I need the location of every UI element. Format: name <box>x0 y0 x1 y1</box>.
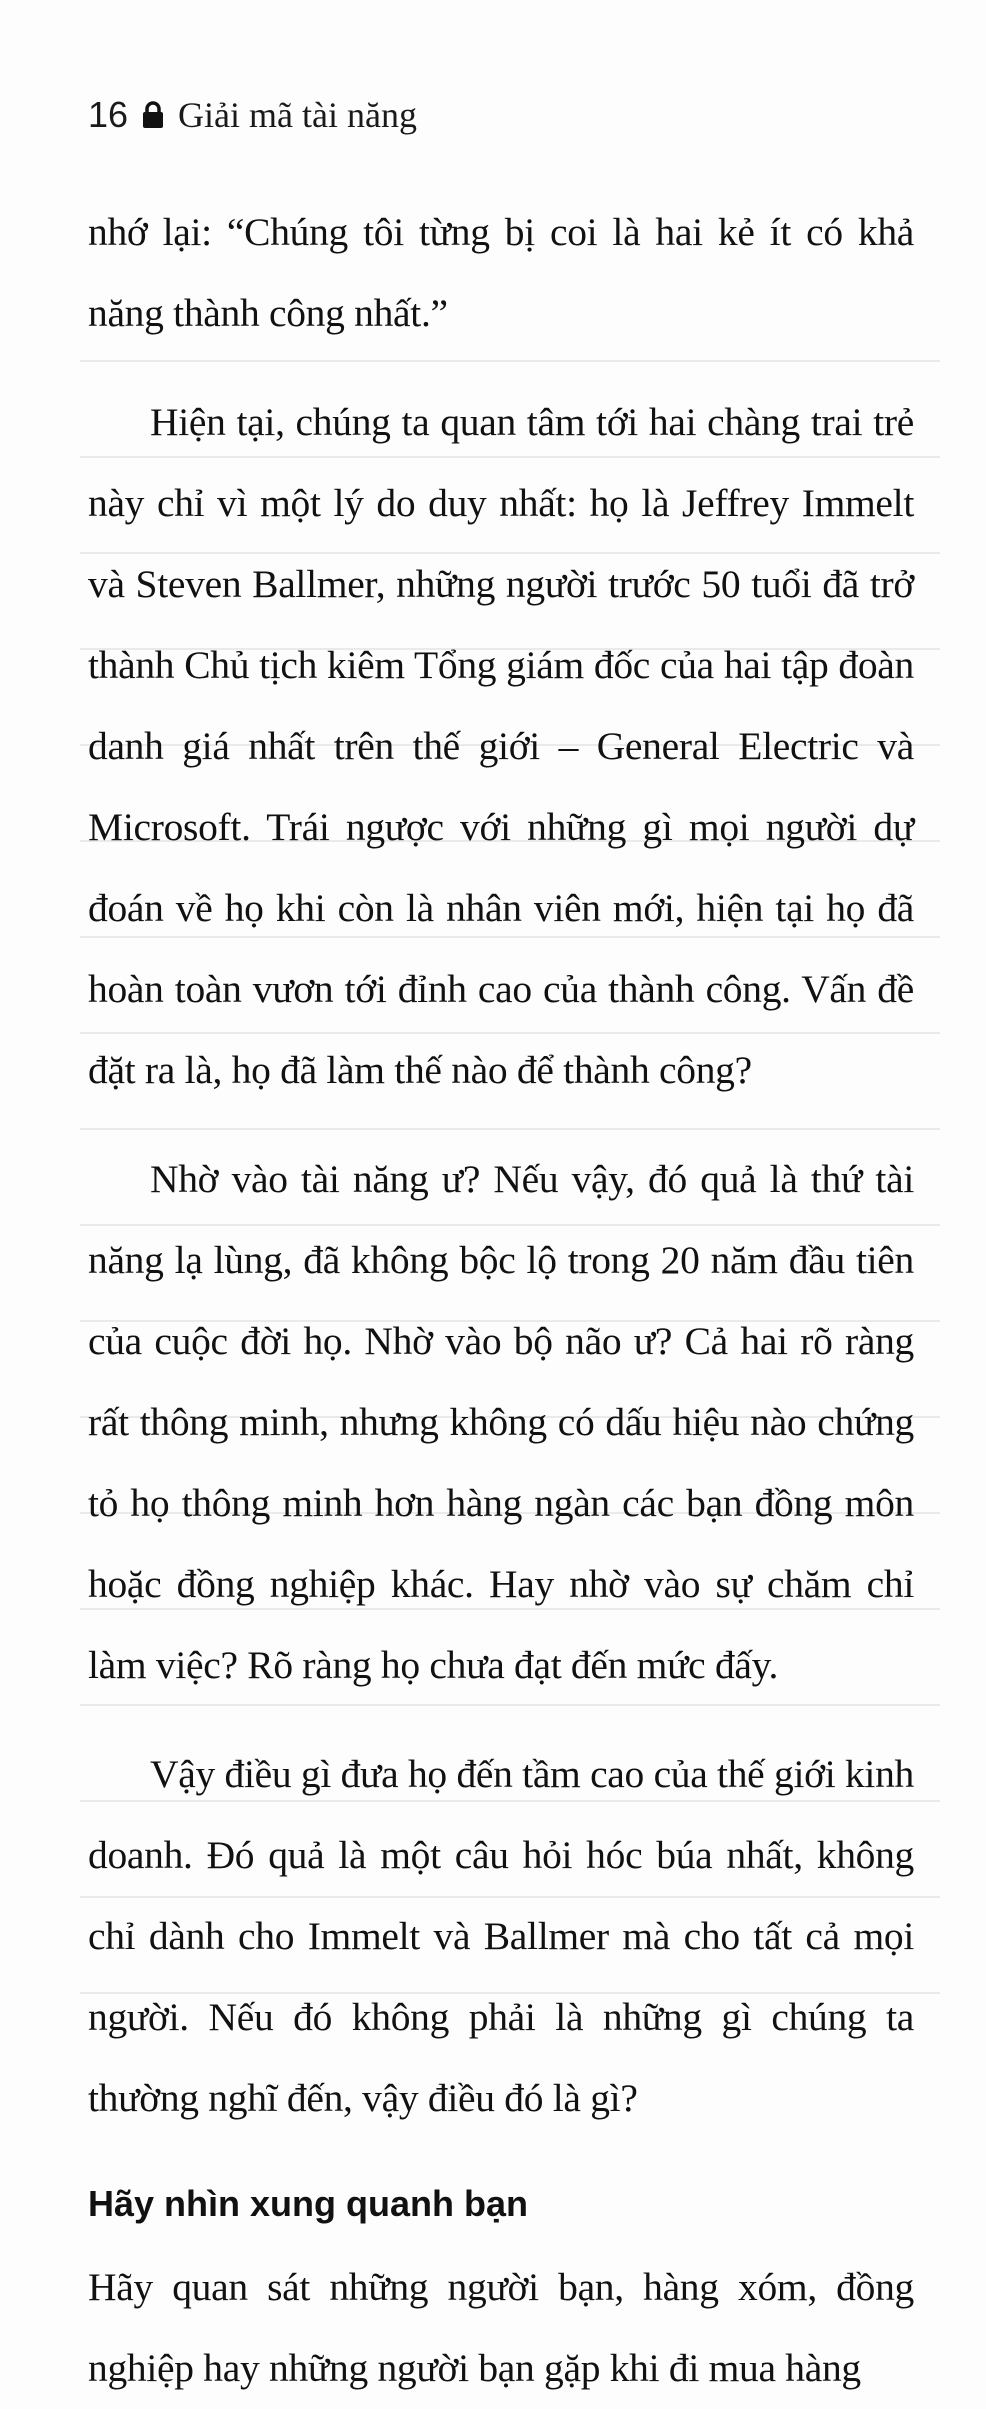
running-header <box>88 84 914 146</box>
paragraph: Vậy điều gì đưa họ đến tầm cao của thế giới kinh doanh. Đó quả là một câu hỏi hóc búa nhất, không chỉ dành cho Immelt và Ballmer mà cho tất cả mọi người. Nếu đó không phải là những gì chúng ta thường nghĩ đến, vậy điều đó là gì? <box>88 1752 914 2120</box>
paragraph-continued: nhớ lại: “Chúng tôi từng bị coi là hai kẻ ít có khả năng thành công nhất.” <box>88 210 914 335</box>
section-paragraph: Hãy quan sát những người bạn, hàng xóm, đồng nghiệp hay những người bạn gặp khi đi mua hàng <box>88 2265 914 2390</box>
section-heading: Hãy nhìn xung quanh bạn <box>88 2183 528 2224</box>
paragraph: Nhờ vào tài năng ư? Nếu vậy, đó quả là thứ tài năng lạ lùng, đã không bộc lộ trong 20 năm đầu tiên của cuộc đời họ. Nhờ vào bộ não ư? Cả hai rõ ràng rất thông minh, nhưng không có dấu hiệu nào chứng tỏ họ thông minh hơn hàng ngàn các bạn đồng môn hoặc đồng nghiệp khác. Hay nhờ vào sự chăm chỉ làm việc? Rõ ràng họ chưa đạt đến mức đấy. <box>88 1157 914 1687</box>
page-number: 16 <box>88 94 129 135</box>
lock-icon <box>140 100 166 130</box>
book-title: Giải mã tài năng <box>178 95 417 135</box>
paragraph: Hiện tại, chúng ta quan tâm tới hai chàng trai trẻ này chỉ vì một lý do duy nhất: họ là Jeffrey Immelt và Steven Ballmer, những người trước 50 tuổi đã trở thành Chủ tịch kiêm Tổng giám đốc của hai tập đoàn danh giá nhất trên thế giới – General Electric và Microsoft. Trái ngược với những gì mọi người dự đoán về họ khi còn là nhân viên mới, hiện tại họ đã hoàn toàn vươn tới đỉnh cao của thành công. Vấn đề đặt ra là, họ đã làm thế nào để thành công? <box>88 400 914 1092</box>
book-page <box>88 84 914 2409</box>
